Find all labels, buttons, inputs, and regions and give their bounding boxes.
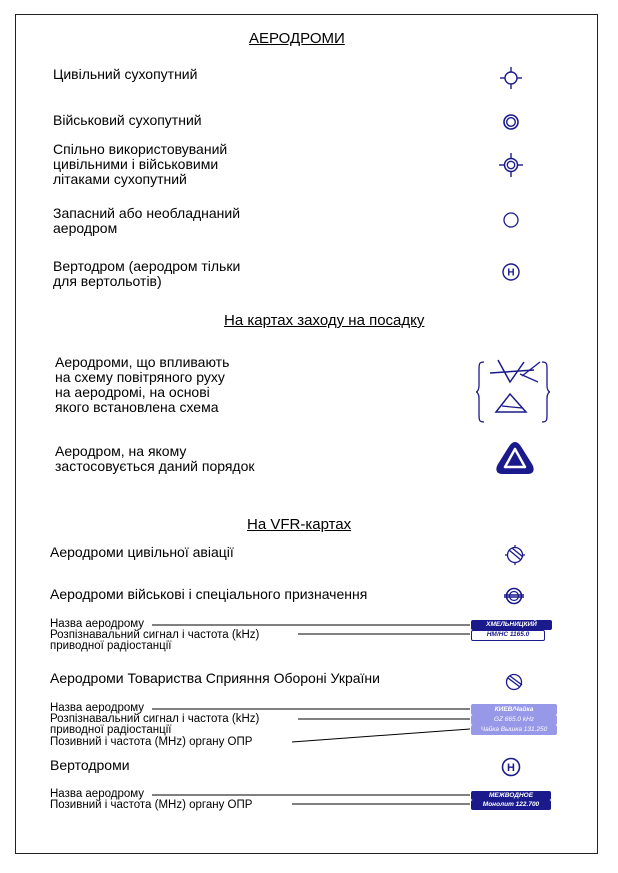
label-military: Військовий сухопутний (53, 112, 202, 128)
civil-aerodrome-icon (499, 66, 523, 90)
heading-vfr-charts: На VFR-картах (247, 516, 352, 533)
heliport-letter: H (507, 267, 515, 279)
label-alternate: Запасний або необладнаний аеродром (53, 205, 241, 236)
vfr-military-aerodrome-icon (503, 586, 525, 606)
sample-military-signal: НМ/НС 1165.0 (471, 630, 545, 641)
label-civil: Цивільний сухопутний (53, 66, 198, 82)
heading-aerodromes: АЕРОДРОМИ (249, 30, 345, 47)
sample-heli-callsign: Монолит 122.700 (471, 800, 551, 810)
vfr-heliport-letter: H (507, 762, 515, 774)
legend-heli-callsign: Позивний і частота (MHz) органу ОПР (50, 799, 253, 811)
approach-applies-aerodrome-icon (494, 440, 536, 476)
vfr-heliport-icon (501, 757, 521, 777)
heliport-icon (501, 262, 521, 282)
vfr-civil-aerodrome-icon (504, 544, 526, 566)
legend-tsou-callsign: Позивний і частота (MHz) органу ОПР (50, 736, 253, 748)
label-vfr-military: Аеродроми військові і спеціального призначення (50, 586, 368, 602)
legend-tsou-name: Назва аеродрому (50, 702, 145, 714)
alternate-aerodrome-icon (502, 211, 520, 229)
label-approach-affecting: Аеродроми, що впливають на схему повітряного руху на аеродромі, на основі якого встановлена схема (55, 354, 230, 415)
vfr-tsou-aerodrome-icon (504, 672, 524, 692)
military-aerodrome-icon (501, 112, 521, 132)
label-approach-applies: Аеродром, на якому застосовується даний порядок (55, 443, 255, 474)
label-vfr-civil: Аеродроми цивільної авіації (50, 544, 234, 560)
sample-tsou-callsign: Чайка Вышка 131.250 (471, 725, 557, 735)
sample-tsou-signal: GZ 665.0 kHz (471, 715, 557, 725)
approach-affecting-aerodromes-icon (476, 356, 550, 428)
legend-tsou-signal: Розпізнавальний сигнал і частота (kHz) приводної радіостанції (50, 713, 260, 736)
sample-tsou-name: КИЕВ/Чайка (471, 704, 557, 715)
legend-military-signal: Розпізнавальний сигнал і частота (kHz) приводної радіостанції (50, 629, 260, 652)
legend-military-name: Назва аеродрому (50, 618, 145, 630)
joint-aerodrome-icon (498, 152, 524, 178)
sample-heli-name: МЕЖВОДНОЕ (471, 791, 551, 800)
label-joint: Спільно використовуваний цивільними і військовими літаками сухопутний (53, 141, 228, 187)
label-heliport: Вертодром (аеродром тільки для вертольотів) (53, 258, 241, 289)
label-vfr-tsou: Аеродроми Товариства Сприяння Обороні України (50, 670, 380, 686)
sample-military-name: ХМЕЛЬНИЦКИЙ (471, 620, 552, 630)
heading-approach-charts: На картах заходу на посадку (224, 312, 425, 329)
label-vfr-heliports: Вертодроми (50, 757, 130, 773)
legend-heli-name: Назва аеродрому (50, 788, 145, 800)
